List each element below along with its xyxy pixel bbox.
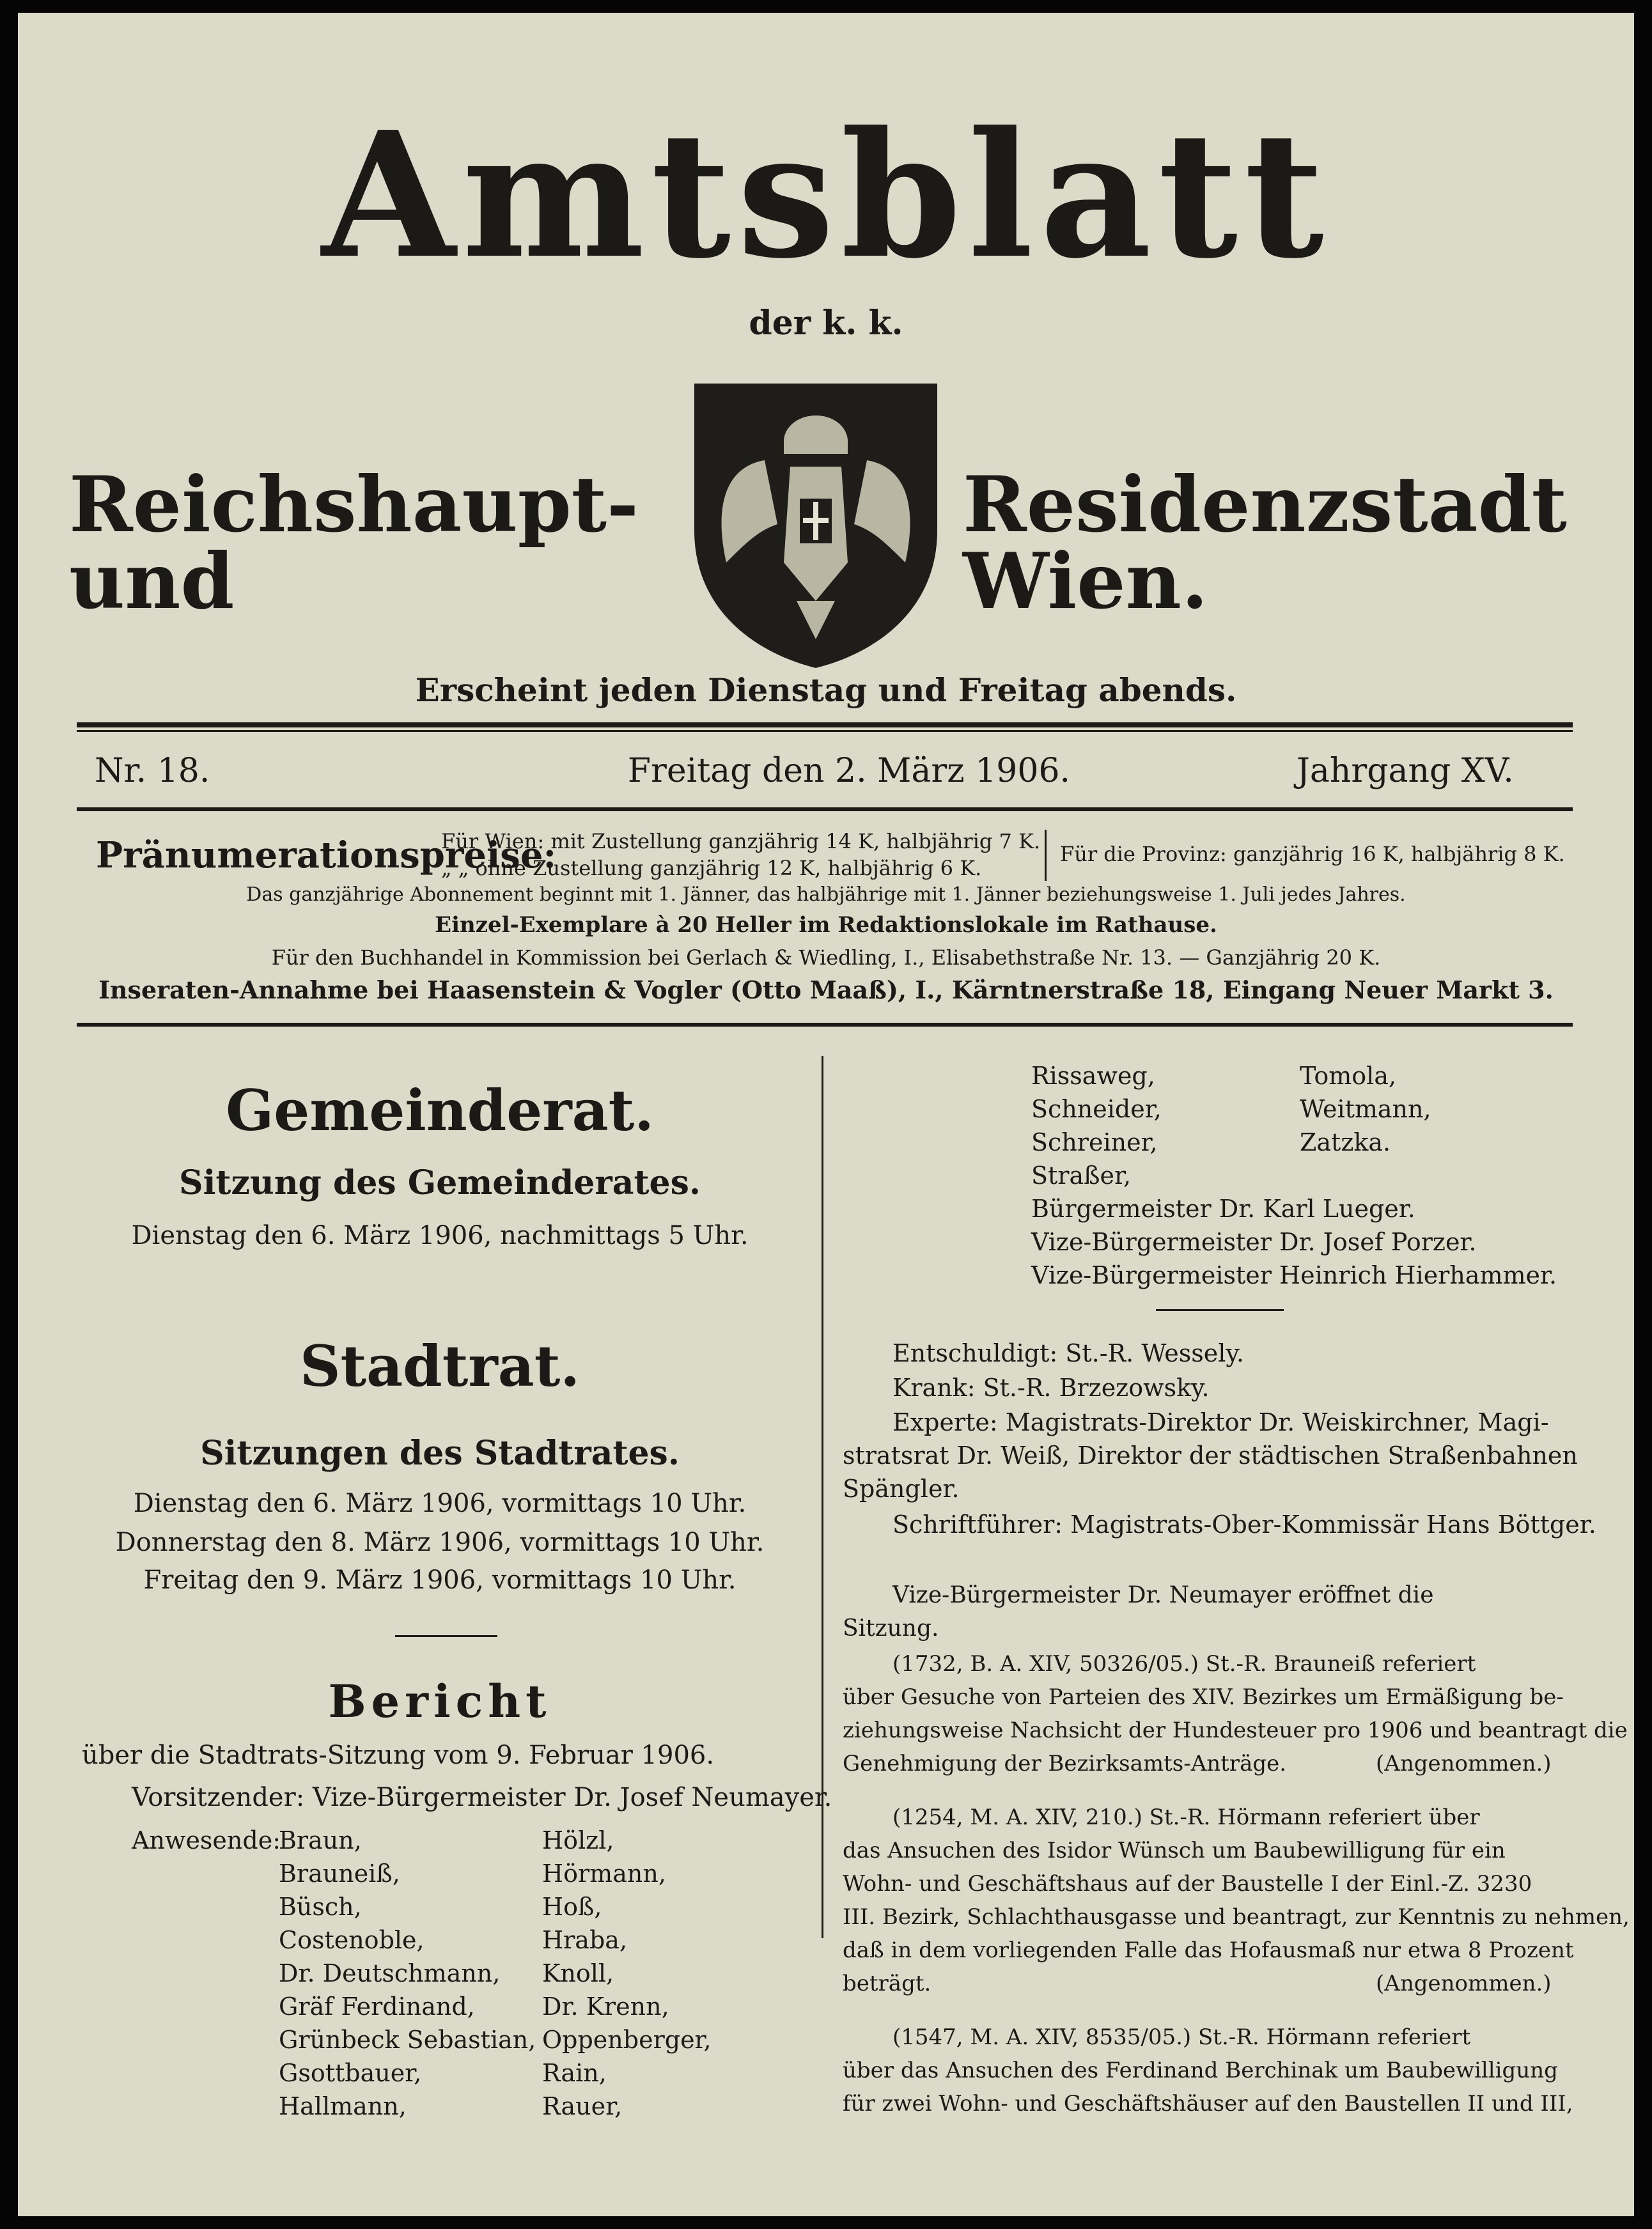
name-hraba: Hraba, [542, 1926, 628, 1954]
rule-top-thin [77, 730, 1573, 732]
para3-angenommen: (Angenommen.) [1376, 1971, 1552, 1996]
prices-provinz: Für die Provinz: ganzjährig 16 K, halbjährig 8 K. [1060, 842, 1565, 866]
name-strasser: Straßer, [1031, 1161, 1132, 1190]
prices-buchhandel: Für den Buchhandel in Kommission bei Gerlach & Wiedling, I., Elisabethstraße Nr. 13. — Ganzjährig 20 K. [271, 945, 1381, 970]
name-schreiner: Schreiner, [1031, 1128, 1158, 1156]
name-buesch: Büsch, [279, 1893, 362, 1921]
name-krenn: Dr. Krenn, [542, 1992, 669, 2021]
name-deutschmann: Dr. Deutschmann, [279, 1959, 501, 1987]
gr-datum: Dienstag den 6. März 1906, nachmittags 5 Uhr. [131, 1221, 749, 1250]
name-costenoble: Costenoble, [279, 1926, 425, 1954]
heading-gemeinderat: Gemeinderat. [226, 1077, 654, 1144]
para3-line5: daß in dem vorliegenden Falle das Hofausmaß nur etwa 8 Prozent [843, 1938, 1574, 1963]
vize-buergermeister-hierhammer: Vize-Bürgermeister Heinrich Hierhammer. [1031, 1261, 1557, 1289]
name-hoermann: Hörmann, [542, 1860, 666, 1888]
prices-wien-1: Für Wien: mit Zustellung ganzjährig 14 K, halbjährig 7 K. [441, 829, 1041, 853]
name-weitmann: Weitmann, [1300, 1095, 1431, 1123]
schriftfuehrer: Schriftführer: Magistrats-Ober-Kommissär Hans Böttger. [892, 1511, 1596, 1539]
entschuldigt: Entschuldigt: St.-R. Wessely. [892, 1339, 1244, 1367]
sr-datum-2: Donnerstag den 8. März 1906, vormittags 10 Uhr. [115, 1528, 765, 1557]
prices-abo: Das ganzjährige Abonnement beginnt mit 1. Jänner, das halbjährige mit 1. Jänner beziehungsweise 1. Juli jedes Jahres. [246, 883, 1406, 906]
name-hoss: Hoß, [542, 1893, 602, 1921]
name-rauer: Rauer, [542, 2092, 623, 2120]
coat-of-arms-icon [688, 371, 944, 671]
prices-divider [1045, 830, 1047, 881]
para1-line2: Sitzung. [843, 1615, 939, 1642]
para3-line6: beträgt. [843, 1971, 931, 1996]
heading-stadtrat: Stadtrat. [299, 1333, 581, 1399]
name-rissaweg: Rissaweg, [1031, 1062, 1155, 1090]
para2-line3: ziehungsweise Nachsicht der Hundesteuer pro 1906 und beantragt die [843, 1718, 1628, 1743]
prices-inserate: Inseraten-Annahme bei Haasenstein & Vogler (Otto Maaß), I., Kärntnerstraße 18, Eingang Neuer Markt 3. [98, 975, 1554, 1004]
buergermeister: Bürgermeister Dr. Karl Lueger. [1031, 1195, 1415, 1223]
issue-number: Nr. 18. [95, 752, 210, 790]
vorsitzender: Vorsitzender: Vize-Bürgermeister Dr. Josef Neumayer. [132, 1783, 832, 1812]
name-zatzka: Zatzka. [1300, 1128, 1391, 1156]
masthead-left: Reichshaupt- und [69, 460, 639, 626]
para4-line2: über das Ansuchen des Ferdinand Berchinak um Baubewilligung [843, 2058, 1558, 2083]
prices-wien-2: „ „ ohne Zustellung ganzjährig 12 K, halbjährig 6 K. [441, 856, 982, 880]
masthead-title: Amtsblatt [322, 93, 1330, 297]
vize-buergermeister-porzer: Vize-Bürgermeister Dr. Josef Porzer. [1031, 1228, 1477, 1256]
rule-top [77, 722, 1573, 727]
para1-line1: Vize-Bürgermeister Dr. Neumayer eröffnet die [892, 1582, 1434, 1608]
sr-datum-1: Dienstag den 6. März 1906, vormittags 10 Uhr. [133, 1489, 747, 1518]
para2-line4: Genehmigung der Bezirksamts-Anträge. [843, 1751, 1287, 1776]
short-rule-right [1156, 1309, 1284, 1311]
heading-gr-sitzung: Sitzung des Gemeinderates. [179, 1163, 701, 1202]
name-schneider: Schneider, [1031, 1095, 1162, 1123]
para3-line3: Wohn- und Geschäftshaus auf der Baustelle I der Einl.-Z. 3230 [843, 1871, 1532, 1897]
experte-line-2: stratsrat Dr. Weiß, Direktor der städtischen Straßenbahnen [843, 1441, 1578, 1470]
experte-line-1: Experte: Magistrats-Direktor Dr. Weiskirchner, Magi- [892, 1408, 1549, 1436]
bericht-sub: über die Stadtrats-Sitzung vom 9. Februar 1906. [82, 1741, 715, 1770]
name-knoll: Knoll, [542, 1959, 614, 1987]
short-rule-left [395, 1635, 497, 1637]
name-brauneiss: Brauneiß, [279, 1860, 400, 1888]
prices-label: Pränumerationspreise: [96, 834, 557, 876]
para2-line2: über Gesuche von Parteien des XIV. Bezirkes um Ermäßigung be- [843, 1684, 1564, 1710]
issue-volume: Jahrgang XV. [1297, 752, 1514, 790]
name-hallmann: Hallmann, [279, 2092, 407, 2120]
name-rain: Rain, [542, 2059, 607, 2087]
name-braun: Braun, [279, 1826, 362, 1854]
rule-bottom [77, 1023, 1573, 1027]
name-gsottbauer: Gsottbauer, [279, 2059, 422, 2087]
experte-line-3: Spängler. [843, 1475, 960, 1503]
para2-line1: (1732, B. A. XIV, 50326/05.) St.-R. Brauneiß referiert [892, 1651, 1476, 1677]
newspaper-page [18, 13, 1634, 2216]
para3-line1: (1254, M. A. XIV, 210.) St.-R. Hörmann referiert über [892, 1805, 1480, 1830]
name-gruenbeck: Grünbeck Sebastian, [279, 2026, 536, 2054]
rule-mid [77, 807, 1573, 811]
para3-line2: das Ansuchen des Isidor Wünsch um Baubewilligung für ein [843, 1838, 1506, 1863]
para2-angenommen: (Angenommen.) [1376, 1751, 1552, 1776]
name-oppenberger: Oppenberger, [542, 2026, 712, 2054]
masthead-right: Residenzstadt Wien. [963, 460, 1567, 626]
heading-sr-sitzungen: Sitzungen des Stadtrates. [200, 1434, 680, 1473]
para4-line3: für zwei Wohn- und Geschäftshäuser auf den Baustellen II und III, [843, 2091, 1573, 2116]
publication-schedule: Erscheint jeden Dienstag und Freitag abends. [415, 671, 1237, 709]
sr-datum-3: Freitag den 9. März 1906, vormittags 10 Uhr. [143, 1565, 736, 1595]
name-hoelzl: Hölzl, [542, 1826, 614, 1854]
krank: Krank: St.-R. Brzezowsky. [892, 1374, 1210, 1402]
name-graef: Gräf Ferdinand, [279, 1992, 475, 2021]
anwesende-label: Anwesende: [132, 1826, 281, 1854]
heading-bericht: Bericht [328, 1675, 552, 1728]
para4-line1: (1547, M. A. XIV, 8535/05.) St.-R. Hörmann referiert [892, 2024, 1471, 2050]
issue-date: Freitag den 2. März 1906. [627, 752, 1071, 790]
masthead-subtitle: der k. k. [749, 304, 903, 343]
para3-line4: III. Bezirk, Schlachthausgasse und beantragt, zur Kenntnis zu nehmen, [843, 1904, 1630, 1930]
prices-einzel: Einzel-Exemplare à 20 Heller im Redaktionslokale im Rathause. [435, 912, 1217, 938]
name-tomola: Tomola, [1300, 1062, 1397, 1090]
